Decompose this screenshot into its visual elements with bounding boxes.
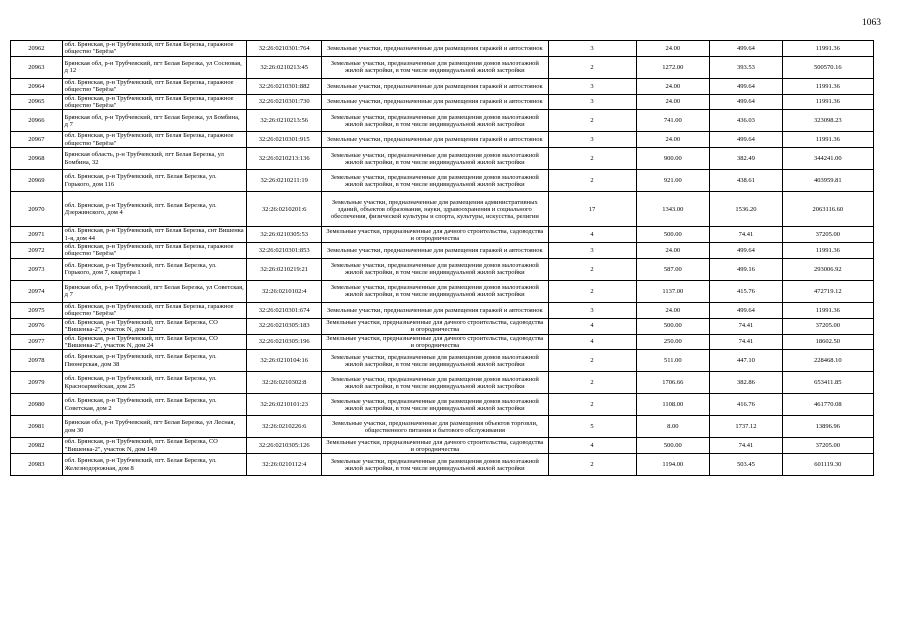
land-use-cell: Земельные участки, предназначенные для размещения домов малоэтажной жилой застройки, в том числе индивидуальной жилой застройки xyxy=(322,372,548,394)
area-cell: 500.00 xyxy=(636,438,710,454)
table-row xyxy=(11,258,874,280)
land-use-cell: Земельные участки, предназначенные для дачного строительства, садоводства и огородничества xyxy=(322,334,548,350)
table-row xyxy=(11,302,874,318)
group-cell: 3 xyxy=(548,132,636,148)
specific-value-cell: 393.53 xyxy=(710,56,783,78)
specific-value-cell: 74.41 xyxy=(710,318,783,334)
cadastral-number-cell: 32:26:0210201:6 xyxy=(247,192,322,227)
address-cell: обл. Брянская, р-н Трубчевский, пгт. Белая Березка, СО "Вишенка-2", участок N, дом 149 xyxy=(62,438,247,454)
address-cell: обл. Брянская, р-н Трубчевский, пгт. Белая Березка, ул. Пионерская, дом 38 xyxy=(62,350,247,372)
cadastral-value-cell: 293006.92 xyxy=(782,258,873,280)
area-cell: 24.00 xyxy=(636,41,710,57)
specific-value-cell: 74.41 xyxy=(710,438,783,454)
group-cell: 3 xyxy=(548,302,636,318)
table-row xyxy=(11,280,874,302)
group-cell: 2 xyxy=(548,372,636,394)
cadastral-number-cell: 32:26:0210301:882 xyxy=(247,78,322,94)
area-cell: 1194.00 xyxy=(636,454,710,476)
specific-value-cell: 499.64 xyxy=(710,41,783,57)
specific-value-cell: 74.41 xyxy=(710,227,783,243)
address-cell: обл. Брянская, р-н Трубчевский, пгт. Белая Березка, ул. Железнодорожная, дом 8 xyxy=(62,454,247,476)
group-cell: 5 xyxy=(548,416,636,438)
area-cell: 24.00 xyxy=(636,243,710,259)
area-cell: 1108.00 xyxy=(636,394,710,416)
area-cell: 511.00 xyxy=(636,350,710,372)
group-cell: 2 xyxy=(548,110,636,132)
cadastral-number-cell: 32:26:0210219:21 xyxy=(247,258,322,280)
specific-value-cell: 1737.12 xyxy=(710,416,783,438)
table-row xyxy=(11,334,874,350)
row-number-cell: 20966 xyxy=(11,110,63,132)
area-cell: 8.00 xyxy=(636,416,710,438)
specific-value-cell: 499.64 xyxy=(710,94,783,110)
specific-value-cell: 438.61 xyxy=(710,170,783,192)
table-row xyxy=(11,110,874,132)
land-use-cell: Земельные участки, предназначенные для размещения административных зданий, объектов образования, науки, здравоохранения и социального обеспечения, физической культуры и спорта, культуры, искусства, религии xyxy=(322,192,548,227)
address-cell: обл. Брянская, р-н Трубчевский, пгт. Белая Березка, ул. Советская, дом 2 xyxy=(62,394,247,416)
land-use-cell: Земельные участки, предназначенные для размещения гаражей и автостоянок xyxy=(322,132,548,148)
cadastral-value-cell: 601119.30 xyxy=(782,454,873,476)
specific-value-cell: 74.41 xyxy=(710,334,783,350)
cadastral-number-cell: 32:26:0210302:8 xyxy=(247,372,322,394)
specific-value-cell: 499.64 xyxy=(710,243,783,259)
specific-value-cell: 499.64 xyxy=(710,78,783,94)
cadastral-value-cell: 11991.36 xyxy=(782,132,873,148)
cadastral-value-cell: 37205.00 xyxy=(782,438,873,454)
address-cell: обл. Брянская, р-н Трубчевский, пгт. Белая Березка, СО "Вишенка-2", участок N, дом 12 xyxy=(62,318,247,334)
specific-value-cell: 1536.20 xyxy=(710,192,783,227)
area-cell: 24.00 xyxy=(636,78,710,94)
cadastral-number-cell: 32:26:0210213:45 xyxy=(247,56,322,78)
land-use-cell: Земельные участки, предназначенные для дачного строительства, садоводства и огородничества xyxy=(322,438,548,454)
specific-value-cell: 503.45 xyxy=(710,454,783,476)
specific-value-cell: 382.86 xyxy=(710,372,783,394)
address-cell: Брянская область, р-н Трубчевский, пгт Белая Березка, ул Бомбина, 32 xyxy=(62,148,247,170)
table-row xyxy=(11,243,874,259)
land-use-cell: Земельные участки, предназначенные для размещения домов малоэтажной жилой застройки, в том числе индивидуальной жилой застройки xyxy=(322,350,548,372)
area-cell: 500.00 xyxy=(636,318,710,334)
address-cell: обл. Брянская, р-н Трубчевский, пгт Белая Березка, гаражное общество "Берёза" xyxy=(62,41,247,57)
cadastral-value-cell: 11991.36 xyxy=(782,243,873,259)
cadastral-number-cell: 32:26:0210301:674 xyxy=(247,302,322,318)
cadastral-number-cell: 32:26:0210101:23 xyxy=(247,394,322,416)
row-number-cell: 20970 xyxy=(11,192,63,227)
cadastral-value-cell: 37205.00 xyxy=(782,318,873,334)
cadastral-number-cell: 32:26:0210301:853 xyxy=(247,243,322,259)
group-cell: 2 xyxy=(548,454,636,476)
cadastral-value-cell: 403959.81 xyxy=(782,170,873,192)
cadastral-number-cell: 32:26:0210301:915 xyxy=(247,132,322,148)
row-number-cell: 20964 xyxy=(11,78,63,94)
group-cell: 3 xyxy=(548,78,636,94)
cadastral-number-cell: 32:26:0210226:6 xyxy=(247,416,322,438)
cadastral-value-cell: 2063116.60 xyxy=(782,192,873,227)
row-number-cell: 20963 xyxy=(11,56,63,78)
area-cell: 24.00 xyxy=(636,94,710,110)
specific-value-cell: 499.64 xyxy=(710,302,783,318)
cadastral-value-cell: 11991.36 xyxy=(782,94,873,110)
row-number-cell: 20976 xyxy=(11,318,63,334)
land-use-cell: Земельные участки, предназначенные для дачного строительства, садоводства и огородничества xyxy=(322,318,548,334)
row-number-cell: 20981 xyxy=(11,416,63,438)
area-cell: 24.00 xyxy=(636,302,710,318)
table-body xyxy=(11,41,874,476)
cadastral-value-cell: 461770.08 xyxy=(782,394,873,416)
cadastral-number-cell: 32:26:0210213:136 xyxy=(247,148,322,170)
area-cell: 587.00 xyxy=(636,258,710,280)
specific-value-cell: 436.03 xyxy=(710,110,783,132)
area-cell: 1137.00 xyxy=(636,280,710,302)
specific-value-cell: 416.76 xyxy=(710,394,783,416)
row-number-cell: 20980 xyxy=(11,394,63,416)
area-cell: 1343.00 xyxy=(636,192,710,227)
land-use-cell: Земельные участки, предназначенные для размещения домов малоэтажной жилой застройки, в том числе индивидуальной жилой застройки xyxy=(322,394,548,416)
area-cell: 1706.66 xyxy=(636,372,710,394)
land-use-cell: Земельные участки, предназначенные для размещения домов малоэтажной жилой застройки, в том числе индивидуальной жилой застройки xyxy=(322,258,548,280)
address-cell: Брянская обл, р-н Трубчевский, пгт Белая Березка, ул Лесная, дом 30 xyxy=(62,416,247,438)
specific-value-cell: 499.64 xyxy=(710,132,783,148)
cadastral-value-cell: 11991.36 xyxy=(782,78,873,94)
cadastral-value-cell: 228468.10 xyxy=(782,350,873,372)
land-use-cell: Земельные участки, предназначенные для размещения гаражей и автостоянок xyxy=(322,302,548,318)
cadastral-number-cell: 32:26:0210301:730 xyxy=(247,94,322,110)
row-number-cell: 20975 xyxy=(11,302,63,318)
address-cell: обл. Брянская, р-н Трубчевский, пгт. Белая Березка, СО "Вишенка-2", участок N, дом 24 xyxy=(62,334,247,350)
cadastral-number-cell: 32:26:0210102:4 xyxy=(247,280,322,302)
group-cell: 2 xyxy=(548,148,636,170)
group-cell: 3 xyxy=(548,94,636,110)
table-row xyxy=(11,78,874,94)
page-number: 1063 xyxy=(862,18,881,28)
group-cell: 4 xyxy=(548,438,636,454)
group-cell: 4 xyxy=(548,318,636,334)
specific-value-cell: 382.49 xyxy=(710,148,783,170)
address-cell: обл. Брянская, р-н Трубчевский, пгт. Белая Березка, ул. Красноармейская, дом 25 xyxy=(62,372,247,394)
address-cell: обл. Брянская, р-н Трубчевский, пгт Белая Березка, гаражное общество "Берёза" xyxy=(62,94,247,110)
table-row xyxy=(11,192,874,227)
table-row xyxy=(11,227,874,243)
area-cell: 741.00 xyxy=(636,110,710,132)
group-cell: 4 xyxy=(548,227,636,243)
table-row xyxy=(11,372,874,394)
row-number-cell: 20982 xyxy=(11,438,63,454)
cadastral-value-cell: 37205.00 xyxy=(782,227,873,243)
row-number-cell: 20969 xyxy=(11,170,63,192)
table-row xyxy=(11,170,874,192)
group-cell: 17 xyxy=(548,192,636,227)
area-cell: 1272.00 xyxy=(636,56,710,78)
address-cell: обл. Брянская, р-н Трубчевский, пгт Белая Березка, снт Вишенка 1-я, дом 44 xyxy=(62,227,247,243)
address-cell: Брянская обл, р-н Трубчевский, пгт Белая Березка, ул Советская, д 7 xyxy=(62,280,247,302)
cadastral-value-cell: 653411.85 xyxy=(782,372,873,394)
table-row xyxy=(11,132,874,148)
group-cell: 2 xyxy=(548,280,636,302)
table-row xyxy=(11,416,874,438)
row-number-cell: 20983 xyxy=(11,454,63,476)
cadastral-number-cell: 32:26:0210213:56 xyxy=(247,110,322,132)
land-use-cell: Земельные участки, предназначенные для размещения гаражей и автостоянок xyxy=(322,94,548,110)
row-number-cell: 20968 xyxy=(11,148,63,170)
table-row xyxy=(11,148,874,170)
cadastral-number-cell: 32:26:0210305:53 xyxy=(247,227,322,243)
land-use-cell: Земельные участки, предназначенные для размещения домов малоэтажной жилой застройки, в том числе индивидуальной жилой застройки xyxy=(322,148,548,170)
address-cell: обл. Брянская, р-н Трубчевский, пгт Белая Березка, гаражное общество "Берёза" xyxy=(62,132,247,148)
table-row xyxy=(11,318,874,334)
address-cell: обл. Брянская, р-н Трубчевский, пгт. Белая Березка, ул. Горького, дом 7, квартира 1 xyxy=(62,258,247,280)
table-row xyxy=(11,438,874,454)
land-use-cell: Земельные участки, предназначенные для размещения гаражей и автостоянок xyxy=(322,41,548,57)
row-number-cell: 20971 xyxy=(11,227,63,243)
group-cell: 3 xyxy=(548,243,636,259)
area-cell: 500.00 xyxy=(636,227,710,243)
group-cell: 2 xyxy=(548,170,636,192)
land-use-cell: Земельные участки, предназначенные для размещения домов малоэтажной жилой застройки, в том числе индивидуальной жилой застройки xyxy=(322,454,548,476)
address-cell: Брянская обл, р-н Трубчевский, пгт Белая Березка, ул Сосновая, д 12 xyxy=(62,56,247,78)
area-cell: 24.00 xyxy=(636,132,710,148)
cadastral-value-cell: 18602.50 xyxy=(782,334,873,350)
land-use-cell: Земельные участки, предназначенные для размещения домов малоэтажной жилой застройки, в том числе индивидуальной жилой застройки xyxy=(322,56,548,78)
address-cell: обл. Брянская, р-н Трубчевский, пгт. Белая Березка, ул. Горького, дом 116 xyxy=(62,170,247,192)
group-cell: 2 xyxy=(548,394,636,416)
cadastral-value-cell: 323098.23 xyxy=(782,110,873,132)
cadastral-value-cell: 344241.00 xyxy=(782,148,873,170)
land-use-cell: Земельные участки, предназначенные для размещения домов малоэтажной жилой застройки, в том числе индивидуальной жилой застройки xyxy=(322,280,548,302)
land-use-cell: Земельные участки, предназначенные для размещения домов малоэтажной жилой застройки, в том числе индивидуальной жилой застройки xyxy=(322,170,548,192)
table-row xyxy=(11,94,874,110)
cadastral-value-cell: 13896.96 xyxy=(782,416,873,438)
row-number-cell: 20974 xyxy=(11,280,63,302)
specific-value-cell: 447.10 xyxy=(710,350,783,372)
land-use-cell: Земельные участки, предназначенные для размещения объектов торговли, общественного питания и бытового обслуживания xyxy=(322,416,548,438)
group-cell: 4 xyxy=(548,334,636,350)
cadastral-value-cell: 11991.36 xyxy=(782,302,873,318)
cadastral-number-cell: 32:26:0210305:196 xyxy=(247,334,322,350)
cadastral-value-cell: 11991.36 xyxy=(782,41,873,57)
group-cell: 2 xyxy=(548,56,636,78)
table-row xyxy=(11,56,874,78)
row-number-cell: 20973 xyxy=(11,258,63,280)
land-use-cell: Земельные участки, предназначенные для размещения домов малоэтажной жилой застройки, в том числе индивидуальной жилой застройки xyxy=(322,110,548,132)
cadastral-number-cell: 32:26:0210301:764 xyxy=(247,41,322,57)
area-cell: 900.00 xyxy=(636,148,710,170)
cadastral-number-cell: 32:26:0210305:126 xyxy=(247,438,322,454)
row-number-cell: 20965 xyxy=(11,94,63,110)
cadastral-number-cell: 32:26:0210305:183 xyxy=(247,318,322,334)
row-number-cell: 20977 xyxy=(11,334,63,350)
group-cell: 3 xyxy=(548,41,636,57)
land-use-cell: Земельные участки, предназначенные для размещения гаражей и автостоянок xyxy=(322,78,548,94)
address-cell: обл. Брянская, р-н Трубчевский, пгт. Белая Березка, ул. Дзержинского, дом 4 xyxy=(62,192,247,227)
row-number-cell: 20962 xyxy=(11,41,63,57)
row-number-cell: 20967 xyxy=(11,132,63,148)
group-cell: 2 xyxy=(548,350,636,372)
land-use-cell: Земельные участки, предназначенные для дачного строительства, садоводства и огородничества xyxy=(322,227,548,243)
table-row xyxy=(11,41,874,57)
row-number-cell: 20978 xyxy=(11,350,63,372)
cadastral-value-cell: 472719.12 xyxy=(782,280,873,302)
specific-value-cell: 499.16 xyxy=(710,258,783,280)
address-cell: обл. Брянская, р-н Трубчевский, пгт Белая Березка, гаражное общество "Берёза" xyxy=(62,78,247,94)
address-cell: обл. Брянская, р-н Трубчевский, пгт Белая Березка, гаражное общество "Берёза" xyxy=(62,243,247,259)
area-cell: 250.00 xyxy=(636,334,710,350)
area-cell: 921.00 xyxy=(636,170,710,192)
row-number-cell: 20979 xyxy=(11,372,63,394)
table-row xyxy=(11,394,874,416)
cadastral-value-table xyxy=(10,40,874,476)
specific-value-cell: 415.76 xyxy=(710,280,783,302)
cadastral-number-cell: 32:26:0210211:19 xyxy=(247,170,322,192)
land-use-cell: Земельные участки, предназначенные для размещения гаражей и автостоянок xyxy=(322,243,548,259)
row-number-cell: 20972 xyxy=(11,243,63,259)
address-cell: обл. Брянская, р-н Трубчевский, пгт Белая Березка, гаражное общество "Берёза" xyxy=(62,302,247,318)
group-cell: 2 xyxy=(548,258,636,280)
address-cell: Брянская обл, р-н Трубчевский, пгт Белая Березка, ул Бомбина, д 7 xyxy=(62,110,247,132)
cadastral-number-cell: 32:26:0210112:4 xyxy=(247,454,322,476)
table-row xyxy=(11,454,874,476)
table-row xyxy=(11,350,874,372)
cadastral-value-cell: 500570.16 xyxy=(782,56,873,78)
cadastral-number-cell: 32:26:0210104:16 xyxy=(247,350,322,372)
